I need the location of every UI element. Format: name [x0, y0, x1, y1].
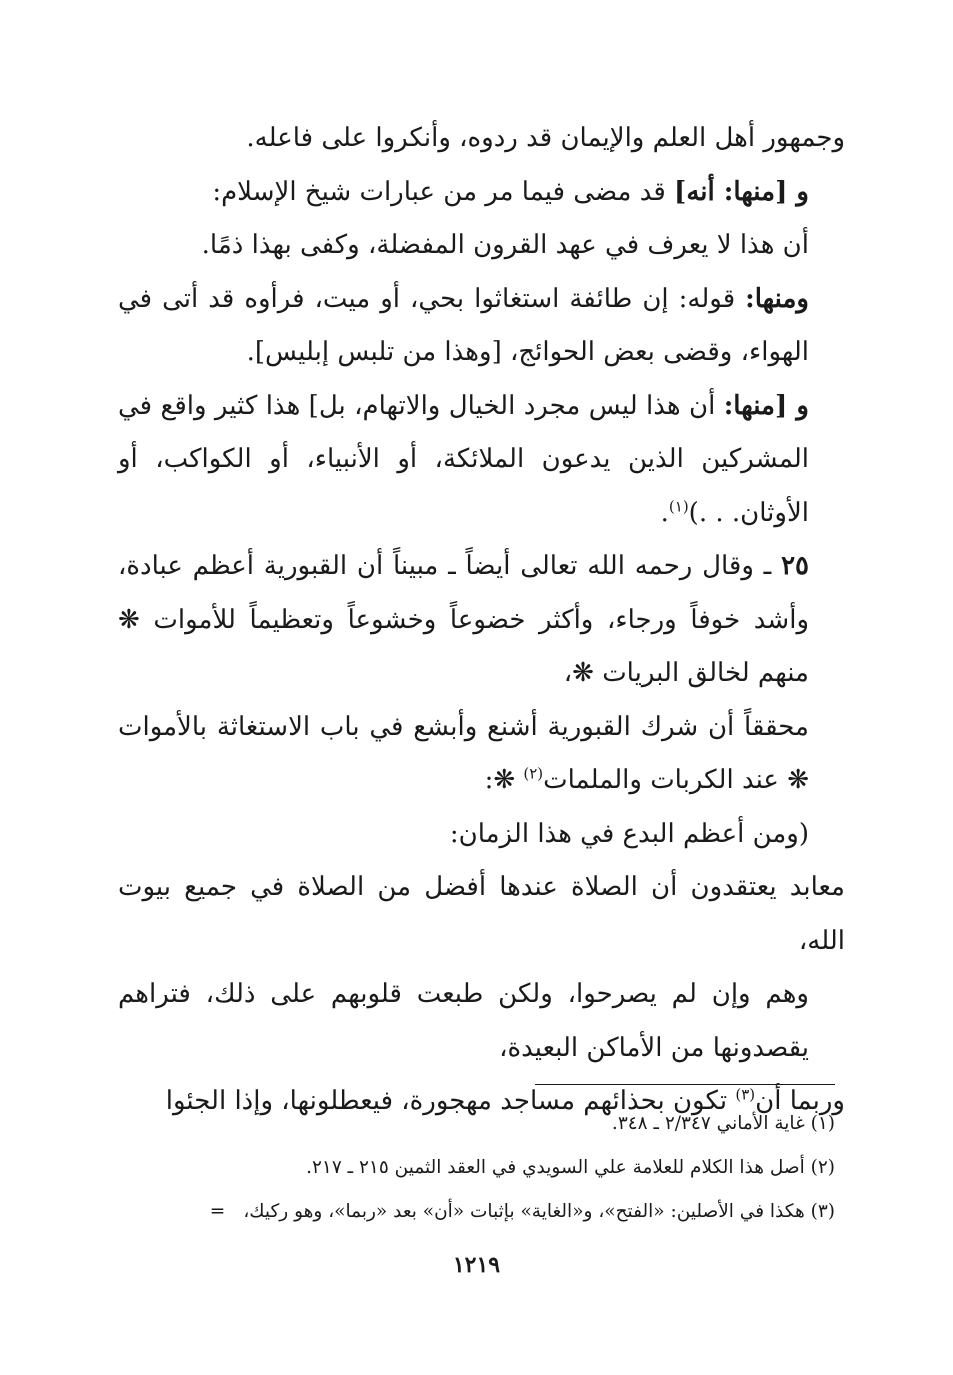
bold-heading: و [منها: أنه]	[674, 176, 809, 207]
paragraph-text: ❋:	[484, 765, 524, 795]
paragraph	[118, 166, 845, 220]
continuation-mark: =	[209, 1201, 226, 1222]
paragraph-text: تكون بحذائهم مساجد مهجورة، فيعطلونها، وإذا الجئوا	[165, 1086, 736, 1116]
paragraph-text: ـ وقال رحمه الله تعالى أيضاً ـ مبيناً أن القبورية أعظم عبادة، وأشد خوفاً ورجاء، وأكثر خضوعاً وخشوعاً وتعظيماً للأموات ❋ منهم لخالق البريات ❋،	[118, 551, 809, 688]
item-number: ٢٥	[781, 551, 809, 581]
paragraph-text: معابد يعتقدون أن الصلاة عندها أفضل من الصلاة في جميع بيوت الله،	[118, 872, 845, 956]
paragraph-text: .	[660, 497, 669, 528]
footnote-ref: (١)	[668, 496, 689, 515]
paragraph-text: أن هذا ليس مجرد الخيال والاتهام، بل] هذا كثير واقع في المشركين الذين يدعون الملائكة، أو الأنبياء، أو الكواكب، أو الأوثان. . .)	[118, 390, 809, 528]
paragraph-text: قد مضى فيما مر من عبارات شيخ الإسلام:	[212, 176, 675, 207]
paragraph-text: وربما أن	[755, 1086, 845, 1116]
paragraph-text: (ومن أعظم البدع في هذا الزمان:	[449, 818, 809, 849]
footnotes	[98, 1102, 835, 1234]
footnote-ref: (٣)	[735, 1085, 756, 1104]
paragraph	[118, 808, 845, 862]
paragraph	[118, 540, 845, 701]
paragraph	[118, 701, 845, 808]
paragraph	[118, 112, 845, 166]
footnote-1	[98, 1102, 835, 1146]
paragraph-text: وهم وإن لم يصرحوا، ولكن طبعت قلوبهم على ذلك، فتراهم يقصدونها من الأماكن البعيدة،	[118, 979, 809, 1063]
paragraph	[118, 273, 845, 380]
paragraph	[118, 380, 845, 541]
footnote-text: (٢) أصل هذا الكلام للعلامة علي السويدي في العقد الثمين ٢١٥ ـ ٢١٧.	[306, 1157, 835, 1178]
footnote-3	[98, 1190, 835, 1234]
paragraph	[118, 968, 845, 1075]
paragraph-text: وجمهور أهل العلم والإيمان قد ردوه، وأنكروا على فاعله.	[246, 123, 845, 153]
footnote-text: (١) غاية الأماني ٢/٣٤٧ ـ ٣٤٨.	[611, 1113, 835, 1134]
footnote-2	[98, 1146, 835, 1190]
main-text	[118, 112, 845, 1129]
bold-heading: ومنها:	[745, 283, 809, 314]
footnote-ref: (٢)	[523, 764, 544, 783]
paragraph	[118, 219, 845, 273]
footnote-separator	[535, 1084, 835, 1085]
paragraph	[118, 861, 845, 968]
bold-heading: و [منها:	[723, 390, 809, 421]
paragraph-text: قوله: إن طائفة استغاثوا بحي، أو ميت، فرأوه قد أتى في الهواء، وقضى بعض الحوائج، [وهذا من تلبس إبليس].	[118, 283, 809, 367]
paragraph-text: أن هذا لا يعرف في عهد القرون المفضلة، وكفى بهذا ذمًا.	[201, 230, 809, 260]
paragraph-text: محققاً أن شرك القبورية أشنع وأبشع في باب الاستغاثة بالأموات ❋ عند الكربات والملمات	[118, 711, 809, 795]
page-number: ١٢١٩	[452, 1252, 501, 1278]
footnote-text: (٣) هكذا في الأصلين: «الفتح»، و«الغاية» بإثبات «أن» بعد «ربما»، وهو ركيك،	[243, 1201, 835, 1222]
